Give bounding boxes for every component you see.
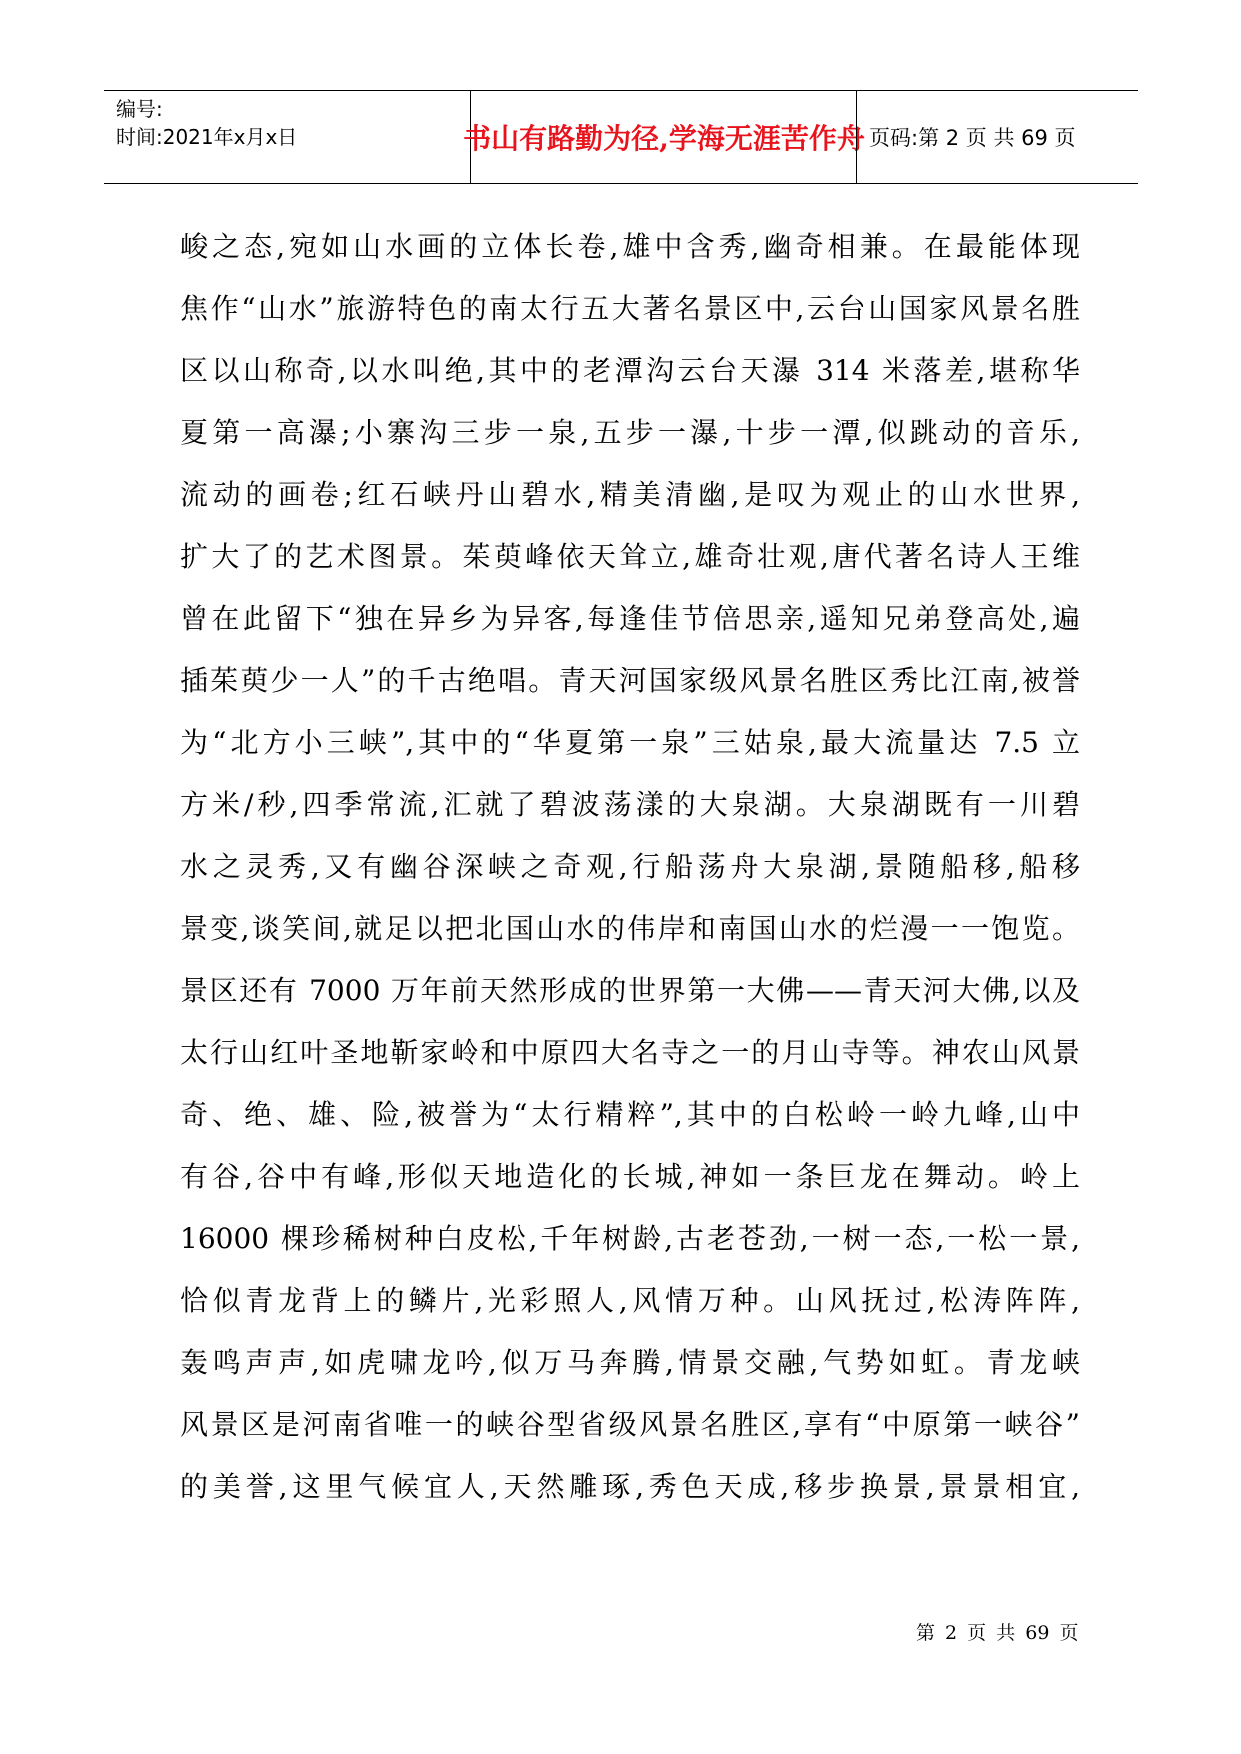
page-footer-number: 第 2 页 共 69 页: [916, 1622, 1079, 1644]
body-line: 焦作“山水”旅游特色的南太行五大著名景区中,云台山国家风景名胜: [180, 292, 1080, 325]
body-line: 景变,谈笑间,就足以把北国山水的伟岸和南国山水的烂漫一一饱览。: [180, 912, 1080, 945]
document-body: [180, 216, 1080, 1518]
body-line: 水之灵秀,又有幽谷深峡之奇观,行船荡舟大泉湖,景随船移,船移: [180, 850, 1080, 883]
document-number-label: 编号:: [116, 97, 163, 121]
body-line: 16000 棵珍稀树种白皮松,千年树龄,古老苍劲,一树一态,一松一景,: [180, 1222, 1080, 1255]
body-line: 奇、绝、雄、险,被誉为“太行精粹”,其中的白松岭一岭九峰,山中: [180, 1098, 1080, 1131]
body-line: 夏第一高瀑;小寨沟三步一泉,五步一瀑,十步一潭,似跳动的音乐,: [180, 416, 1080, 449]
body-line: 有谷,谷中有峰,形似天地造化的长城,神如一条巨龙在舞动。岭上: [180, 1160, 1080, 1193]
body-line: 的美誉,这里气候宜人,天然雕琢,秀色天成,移步换景,景景相宜,: [180, 1470, 1080, 1503]
page-header: [104, 90, 1138, 184]
body-line: 曾在此留下“独在异乡为异客,每逢佳节倍思亲,遥知兄弟登高处,遍: [180, 602, 1080, 635]
body-line: 区以山称奇,以水叫绝,其中的老潭沟云台天瀑 314 米落差,堪称华: [180, 354, 1080, 387]
body-line: 流动的画卷;红石峡丹山碧水,精美清幽,是叹为观止的山水世界,: [180, 478, 1080, 511]
body-line: 风景区是河南省唯一的峡谷型省级风景名胜区,享有“中原第一峡谷”: [180, 1408, 1080, 1441]
document-time-label: 时间:2021年x月x日: [116, 125, 298, 149]
header-page-info: 页码:第 2 页 共 69 页: [869, 126, 1076, 150]
header-motto: 书山有路勤为径,学海无涯苦作舟: [463, 122, 865, 155]
body-line: 扩大了的艺术图景。茱萸峰依天耸立,雄奇壮观,唐代著名诗人王维: [180, 540, 1080, 573]
body-line: 为“北方小三峡”,其中的“华夏第一泉”三姑泉,最大流量达 7.5 立: [180, 726, 1080, 759]
body-line: 恰似青龙背上的鳞片,光彩照人,风情万种。山风抚过,松涛阵阵,: [180, 1284, 1080, 1317]
body-line: 轰鸣声声,如虎啸龙吟,似万马奔腾,情景交融,气势如虹。青龙峡: [180, 1346, 1080, 1379]
body-line: 方米/秒,四季常流,汇就了碧波荡漾的大泉湖。大泉湖既有一川碧: [180, 788, 1080, 821]
body-line: 插茱萸少一人”的千古绝唱。青天河国家级风景名胜区秀比江南,被誉: [180, 664, 1080, 697]
body-line: 太行山红叶圣地靳家岭和中原四大名寺之一的月山寺等。神农山风景: [180, 1036, 1080, 1069]
header-divider: [856, 91, 857, 183]
body-line: 峻之态,宛如山水画的立体长卷,雄中含秀,幽奇相兼。在最能体现: [180, 230, 1080, 263]
header-meta: [116, 91, 470, 183]
body-line: 景区还有 7000 万年前天然形成的世界第一大佛——青天河大佛,以及: [180, 974, 1080, 1007]
